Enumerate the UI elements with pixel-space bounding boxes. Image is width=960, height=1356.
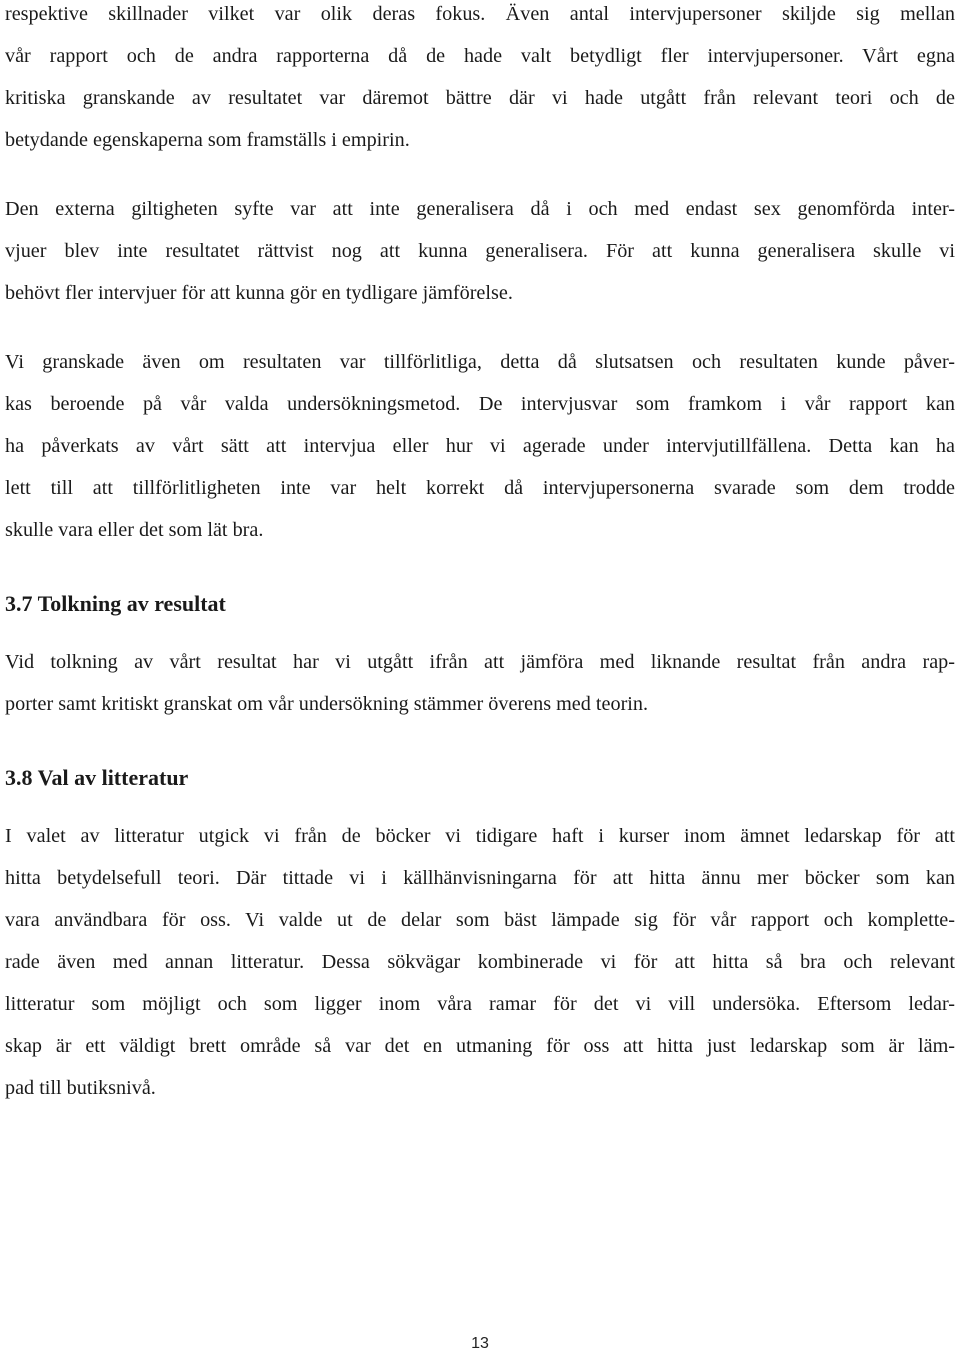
text-line: skap är ett väldigt brett område så var det en utmaning för oss att hitta just ledarskap som är läm- (5, 1035, 955, 1057)
text-line: kas beroende på vår valda undersökningsmetod. De intervjusvar som framkom i vår rapport kan (5, 393, 955, 415)
section-spacer (5, 725, 955, 763)
paragraph-spacer (5, 161, 955, 188)
section-spacer (5, 619, 955, 641)
text-line: vjuer blev inte resultatet rättvist nog att kunna generalisera. För att kunna generalisera skulle vi (5, 240, 955, 262)
text-line: ha påverkats av vårt sätt att intervjua eller hur vi agerade under intervjutillfällena. Detta kan ha (5, 435, 955, 457)
text-line: lett till att tillförlitligheten inte var helt korrekt då intervjupersonerna svarade som dem trodde (5, 477, 955, 499)
text-line: Den externa giltigheten syfte var att inte generalisera då i och med endast sex genomförda inter- (5, 198, 955, 220)
paragraph-2 (5, 188, 955, 314)
text-line: litteratur som möjligt och som ligger inom våra ramar för det vi vill undersöka. Eftersom ledar- (5, 993, 955, 1015)
paragraph-3-8 (5, 815, 955, 1109)
section-heading-3-8: 3.8 Val av litteratur (5, 765, 189, 790)
document-page (5, 0, 955, 1109)
page-number: 13 (471, 1335, 489, 1352)
section-spacer (5, 551, 955, 589)
text-line: skulle vara eller det som lät bra. (5, 519, 264, 541)
text-line: vara användbara för oss. Vi valde ut de delar som bäst lämpade sig för vår rapport och komplette- (5, 909, 955, 931)
text-line: hitta betydelsefull teori. Där tittade vi i källhänvisningarna för att hitta ännu mer böcker som kan (5, 867, 955, 889)
text-line: pad till butiksnivå. (5, 1077, 156, 1099)
text-line: kritiska granskande av resultatet var däremot bättre där vi hade utgått från relevant teori och de (5, 87, 955, 109)
paragraph-1 (5, 0, 955, 161)
text-line: Vi granskade även om resultaten var tillförlitliga, detta då slutsatsen och resultaten kunde påver- (5, 351, 955, 373)
text-line: vår rapport och de andra rapporterna då de hade valt betydligt fler intervjupersoner. Vårt egna (5, 45, 955, 67)
text-line: Vid tolkning av vårt resultat har vi utgått ifrån att jämföra med liknande resultat från andra rap- (5, 651, 955, 673)
section-spacer (5, 793, 955, 815)
section-heading-3-7: 3.7 Tolkning av resultat (5, 591, 226, 616)
paragraph-spacer (5, 314, 955, 341)
paragraph-3 (5, 341, 955, 551)
text-line: betydande egenskaperna som framställs i empirin. (5, 129, 410, 151)
text-line: respektive skillnader vilket var olik deras fokus. Även antal intervjupersoner skiljde sig mellan (5, 3, 955, 25)
text-line: I valet av litteratur utgick vi från de böcker vi tidigare haft i kurser inom ämnet ledarskap för att (5, 825, 955, 847)
paragraph-3-7 (5, 641, 955, 725)
text-line: rade även med annan litteratur. Dessa sökvägar kombinerade vi för att hitta så bra och relevant (5, 951, 955, 973)
text-line: behövt fler intervjuer för att kunna gör en tydligare jämförelse. (5, 282, 513, 304)
text-line: porter samt kritiskt granskat om vår undersökning stämmer överens med teorin. (5, 693, 649, 715)
